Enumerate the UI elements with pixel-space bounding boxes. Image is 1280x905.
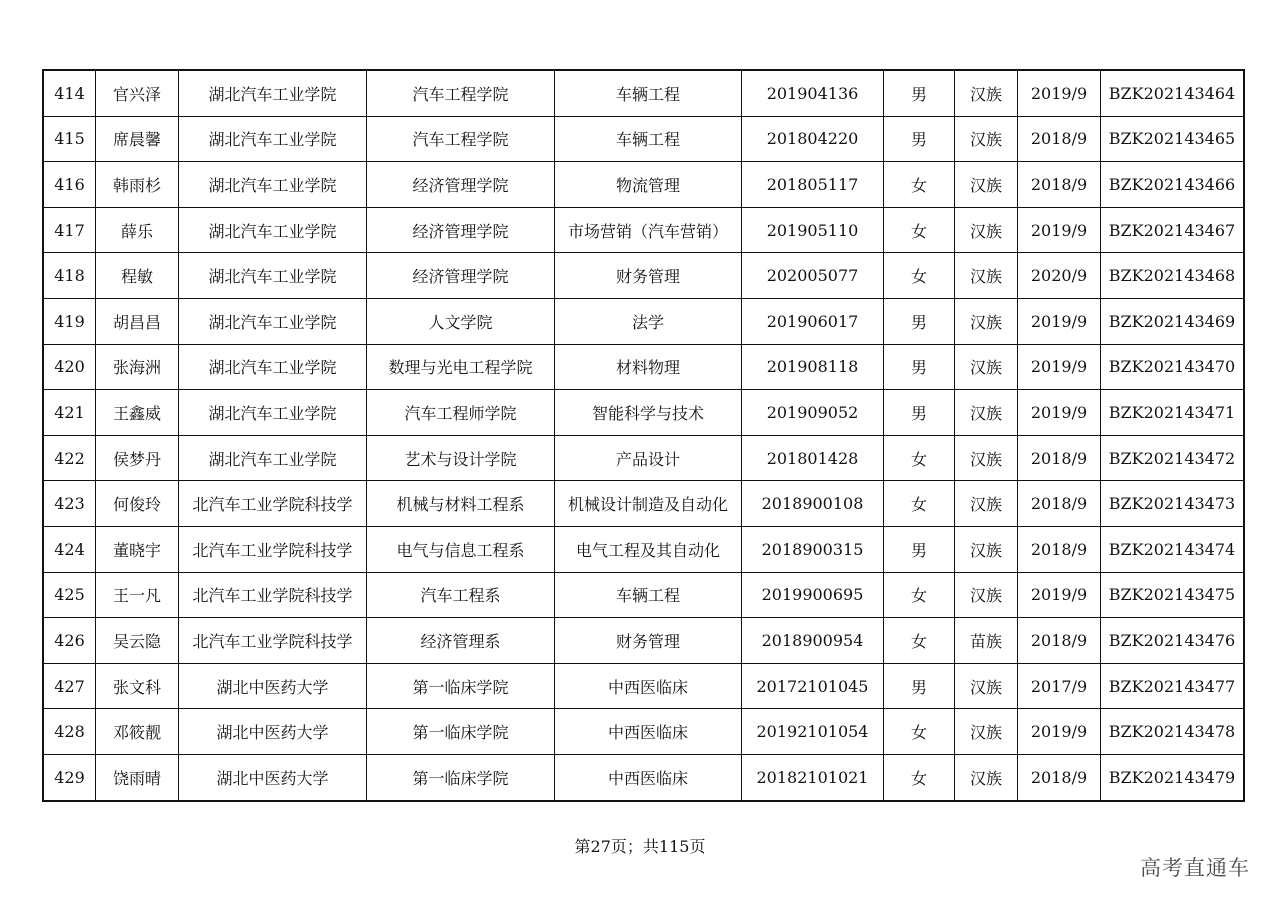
student-name-cell: 胡昌昌 xyxy=(96,298,179,344)
college-cell: 机械与材料工程系 xyxy=(367,481,555,527)
enrollment-date-cell: 2019/9 xyxy=(1018,70,1101,116)
student-name-cell: 张文科 xyxy=(96,663,179,709)
student-name-cell: 程敏 xyxy=(96,253,179,299)
gender-cell: 女 xyxy=(884,253,955,299)
row-number-cell: 424 xyxy=(43,526,96,572)
school-cell: 湖北汽车工业学院 xyxy=(179,298,367,344)
row-number-cell: 416 xyxy=(43,162,96,208)
ethnicity-cell: 汉族 xyxy=(955,162,1018,208)
gender-cell: 男 xyxy=(884,344,955,390)
student-roster-table xyxy=(42,69,1245,802)
enrollment-date-cell: 2019/9 xyxy=(1018,390,1101,436)
gender-cell: 女 xyxy=(884,207,955,253)
certificate-number-cell: BZK202143471 xyxy=(1101,390,1245,436)
major-cell: 市场营销（汽车营销） xyxy=(555,207,742,253)
ethnicity-cell: 汉族 xyxy=(955,709,1018,755)
certificate-number-cell: BZK202143479 xyxy=(1101,754,1245,800)
major-cell: 车辆工程 xyxy=(555,116,742,162)
ethnicity-cell: 汉族 xyxy=(955,572,1018,618)
school-cell: 北汽车工业学院科技学 xyxy=(179,526,367,572)
certificate-number-cell: BZK202143469 xyxy=(1101,298,1245,344)
row-number-cell: 426 xyxy=(43,618,96,664)
row-number-cell: 429 xyxy=(43,754,96,800)
table-row xyxy=(43,116,1244,162)
major-cell: 财务管理 xyxy=(555,618,742,664)
student-id-cell: 201905110 xyxy=(742,207,884,253)
major-cell: 中西医临床 xyxy=(555,754,742,800)
table-row xyxy=(43,435,1244,481)
college-cell: 电气与信息工程系 xyxy=(367,526,555,572)
school-cell: 北汽车工业学院科技学 xyxy=(179,481,367,527)
ethnicity-cell: 汉族 xyxy=(955,207,1018,253)
certificate-number-cell: BZK202143473 xyxy=(1101,481,1245,527)
certificate-number-cell: BZK202143478 xyxy=(1101,709,1245,755)
ethnicity-cell: 苗族 xyxy=(955,618,1018,664)
school-cell: 湖北汽车工业学院 xyxy=(179,435,367,481)
major-cell: 中西医临床 xyxy=(555,709,742,755)
student-id-cell: 201906017 xyxy=(742,298,884,344)
gender-cell: 女 xyxy=(884,709,955,755)
certificate-number-cell: BZK202143472 xyxy=(1101,435,1245,481)
row-number-cell: 419 xyxy=(43,298,96,344)
student-id-cell: 202005077 xyxy=(742,253,884,299)
enrollment-date-cell: 2019/9 xyxy=(1018,344,1101,390)
table-row xyxy=(43,754,1244,800)
student-id-cell: 201804220 xyxy=(742,116,884,162)
student-id-cell: 2018900108 xyxy=(742,481,884,527)
certificate-number-cell: BZK202143467 xyxy=(1101,207,1245,253)
college-cell: 人文学院 xyxy=(367,298,555,344)
row-number-cell: 428 xyxy=(43,709,96,755)
student-id-cell: 20172101045 xyxy=(742,663,884,709)
major-cell: 中西医临床 xyxy=(555,663,742,709)
enrollment-date-cell: 2018/9 xyxy=(1018,162,1101,208)
enrollment-date-cell: 2018/9 xyxy=(1018,526,1101,572)
gender-cell: 男 xyxy=(884,70,955,116)
source-watermark: 高考直通车 xyxy=(1140,856,1250,880)
ethnicity-cell: 汉族 xyxy=(955,526,1018,572)
ethnicity-cell: 汉族 xyxy=(955,435,1018,481)
student-name-cell: 董晓宇 xyxy=(96,526,179,572)
gender-cell: 男 xyxy=(884,298,955,344)
ethnicity-cell: 汉族 xyxy=(955,253,1018,299)
school-cell: 湖北中医药大学 xyxy=(179,663,367,709)
ethnicity-cell: 汉族 xyxy=(955,663,1018,709)
student-id-cell: 20192101054 xyxy=(742,709,884,755)
student-name-cell: 王鑫威 xyxy=(96,390,179,436)
student-id-cell: 2018900954 xyxy=(742,618,884,664)
enrollment-date-cell: 2018/9 xyxy=(1018,481,1101,527)
enrollment-date-cell: 2018/9 xyxy=(1018,618,1101,664)
student-id-cell: 2018900315 xyxy=(742,526,884,572)
college-cell: 经济管理学院 xyxy=(367,207,555,253)
row-number-cell: 422 xyxy=(43,435,96,481)
major-cell: 车辆工程 xyxy=(555,70,742,116)
enrollment-date-cell: 2018/9 xyxy=(1018,754,1101,800)
college-cell: 经济管理学院 xyxy=(367,162,555,208)
enrollment-date-cell: 2019/9 xyxy=(1018,572,1101,618)
student-name-cell: 官兴泽 xyxy=(96,70,179,116)
certificate-number-cell: BZK202143476 xyxy=(1101,618,1245,664)
certificate-number-cell: BZK202143470 xyxy=(1101,344,1245,390)
gender-cell: 男 xyxy=(884,526,955,572)
gender-cell: 女 xyxy=(884,162,955,208)
student-id-cell: 201805117 xyxy=(742,162,884,208)
major-cell: 物流管理 xyxy=(555,162,742,208)
student-name-cell: 吴云隐 xyxy=(96,618,179,664)
college-cell: 第一临床学院 xyxy=(367,709,555,755)
table-row xyxy=(43,481,1244,527)
school-cell: 湖北汽车工业学院 xyxy=(179,344,367,390)
student-name-cell: 韩雨杉 xyxy=(96,162,179,208)
row-number-cell: 418 xyxy=(43,253,96,299)
student-name-cell: 薛乐 xyxy=(96,207,179,253)
student-name-cell: 邓筱靓 xyxy=(96,709,179,755)
page-number-footer: 第27页；共115页 xyxy=(574,837,706,856)
table-row xyxy=(43,162,1244,208)
certificate-number-cell: BZK202143474 xyxy=(1101,526,1245,572)
student-name-cell: 席晨馨 xyxy=(96,116,179,162)
school-cell: 北汽车工业学院科技学 xyxy=(179,572,367,618)
enrollment-date-cell: 2018/9 xyxy=(1018,435,1101,481)
table-row xyxy=(43,526,1244,572)
school-cell: 湖北汽车工业学院 xyxy=(179,207,367,253)
college-cell: 经济管理系 xyxy=(367,618,555,664)
table-row xyxy=(43,572,1244,618)
student-id-cell: 201801428 xyxy=(742,435,884,481)
gender-cell: 男 xyxy=(884,390,955,436)
table-row xyxy=(43,298,1244,344)
student-id-cell: 20182101021 xyxy=(742,754,884,800)
row-number-cell: 414 xyxy=(43,70,96,116)
row-number-cell: 423 xyxy=(43,481,96,527)
table-row xyxy=(43,618,1244,664)
college-cell: 汽车工程学院 xyxy=(367,116,555,162)
ethnicity-cell: 汉族 xyxy=(955,754,1018,800)
college-cell: 艺术与设计学院 xyxy=(367,435,555,481)
major-cell: 财务管理 xyxy=(555,253,742,299)
table-row xyxy=(43,663,1244,709)
student-id-cell: 201904136 xyxy=(742,70,884,116)
college-cell: 汽车工程师学院 xyxy=(367,390,555,436)
certificate-number-cell: BZK202143465 xyxy=(1101,116,1245,162)
gender-cell: 女 xyxy=(884,618,955,664)
table-row xyxy=(43,70,1244,116)
ethnicity-cell: 汉族 xyxy=(955,344,1018,390)
row-number-cell: 421 xyxy=(43,390,96,436)
school-cell: 湖北汽车工业学院 xyxy=(179,390,367,436)
student-name-cell: 张海洲 xyxy=(96,344,179,390)
table-row xyxy=(43,709,1244,755)
certificate-number-cell: BZK202143464 xyxy=(1101,70,1245,116)
school-cell: 北汽车工业学院科技学 xyxy=(179,618,367,664)
enrollment-date-cell: 2019/9 xyxy=(1018,298,1101,344)
ethnicity-cell: 汉族 xyxy=(955,390,1018,436)
gender-cell: 女 xyxy=(884,481,955,527)
major-cell: 材料物理 xyxy=(555,344,742,390)
certificate-number-cell: BZK202143466 xyxy=(1101,162,1245,208)
row-number-cell: 425 xyxy=(43,572,96,618)
major-cell: 产品设计 xyxy=(555,435,742,481)
school-cell: 湖北中医药大学 xyxy=(179,754,367,800)
college-cell: 数理与光电工程学院 xyxy=(367,344,555,390)
major-cell: 车辆工程 xyxy=(555,572,742,618)
major-cell: 电气工程及其自动化 xyxy=(555,526,742,572)
certificate-number-cell: BZK202143468 xyxy=(1101,253,1245,299)
enrollment-date-cell: 2018/9 xyxy=(1018,116,1101,162)
school-cell: 湖北汽车工业学院 xyxy=(179,253,367,299)
table-row xyxy=(43,253,1244,299)
row-number-cell: 415 xyxy=(43,116,96,162)
major-cell: 机械设计制造及自动化 xyxy=(555,481,742,527)
enrollment-date-cell: 2019/9 xyxy=(1018,207,1101,253)
certificate-number-cell: BZK202143477 xyxy=(1101,663,1245,709)
enrollment-date-cell: 2019/9 xyxy=(1018,709,1101,755)
school-cell: 湖北中医药大学 xyxy=(179,709,367,755)
student-name-cell: 王一凡 xyxy=(96,572,179,618)
school-cell: 湖北汽车工业学院 xyxy=(179,162,367,208)
student-name-cell: 侯梦丹 xyxy=(96,435,179,481)
ethnicity-cell: 汉族 xyxy=(955,298,1018,344)
table-row xyxy=(43,207,1244,253)
enrollment-date-cell: 2020/9 xyxy=(1018,253,1101,299)
table-row xyxy=(43,344,1244,390)
row-number-cell: 417 xyxy=(43,207,96,253)
roster-table-body xyxy=(43,70,1244,801)
ethnicity-cell: 汉族 xyxy=(955,481,1018,527)
student-name-cell: 何俊玲 xyxy=(96,481,179,527)
gender-cell: 男 xyxy=(884,663,955,709)
table-row xyxy=(43,390,1244,436)
student-id-cell: 2019900695 xyxy=(742,572,884,618)
row-number-cell: 420 xyxy=(43,344,96,390)
college-cell: 汽车工程学院 xyxy=(367,70,555,116)
student-id-cell: 201908118 xyxy=(742,344,884,390)
student-id-cell: 201909052 xyxy=(742,390,884,436)
school-cell: 湖北汽车工业学院 xyxy=(179,116,367,162)
college-cell: 汽车工程系 xyxy=(367,572,555,618)
certificate-number-cell: BZK202143475 xyxy=(1101,572,1245,618)
school-cell: 湖北汽车工业学院 xyxy=(179,70,367,116)
college-cell: 经济管理学院 xyxy=(367,253,555,299)
college-cell: 第一临床学院 xyxy=(367,663,555,709)
major-cell: 智能科学与技术 xyxy=(555,390,742,436)
major-cell: 法学 xyxy=(555,298,742,344)
college-cell: 第一临床学院 xyxy=(367,754,555,800)
row-number-cell: 427 xyxy=(43,663,96,709)
ethnicity-cell: 汉族 xyxy=(955,70,1018,116)
gender-cell: 女 xyxy=(884,435,955,481)
gender-cell: 女 xyxy=(884,572,955,618)
gender-cell: 男 xyxy=(884,116,955,162)
gender-cell: 女 xyxy=(884,754,955,800)
student-name-cell: 饶雨晴 xyxy=(96,754,179,800)
enrollment-date-cell: 2017/9 xyxy=(1018,663,1101,709)
ethnicity-cell: 汉族 xyxy=(955,116,1018,162)
